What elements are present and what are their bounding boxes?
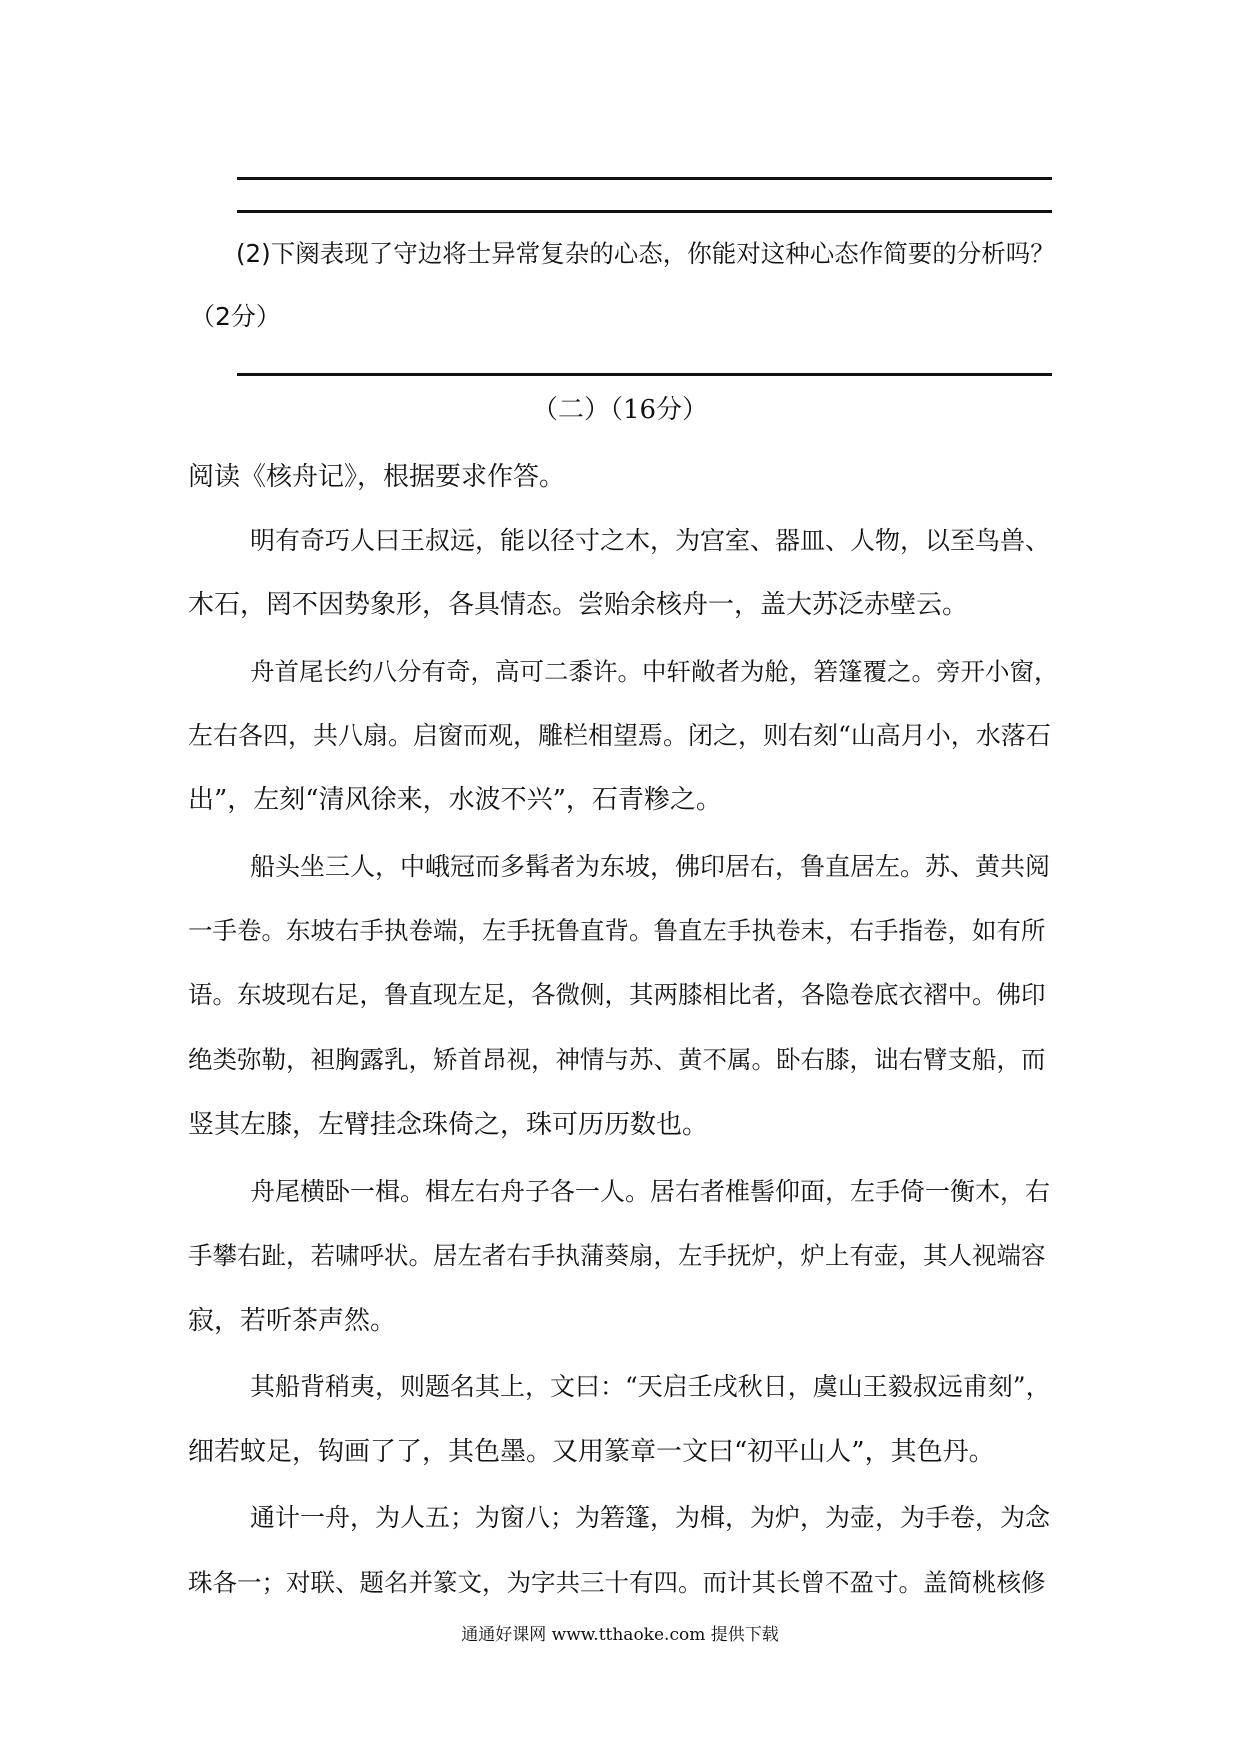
question-score: （2分） <box>190 302 281 331</box>
passage-line: 手攀右趾，若啸呼状。居左者右手执蒲葵扇，左手抚炉，炉上有壶，其人视端容 <box>188 1241 1046 1270</box>
footer-download-note: 通通好课网 www.tthaoke.com 提供下载 <box>461 1625 779 1645</box>
answer-line-1 <box>237 177 1052 180</box>
passage-line: 舟首尾长约八分有奇，高可二黍许。中轩敞者为舱，箬篷覆之。旁开小窗， <box>250 657 1059 686</box>
passage-line: 其船背稍夷，则题名其上，文曰：“天启壬戌秋日，虞山王毅叔远甫刻”， <box>250 1372 1051 1401</box>
passage-line: 舟尾横卧一楫。楫左右舟子各一人。居右者椎髻仰面，左手倚一衡木，右 <box>250 1177 1051 1206</box>
passage-line: 木石，罔不因势象形，各具情态。尝贻余核舟一，盖大苏泛赤壁云。 <box>188 590 969 620</box>
passage-line: 竖其左膝，左臂挂念珠倚之，珠可历历数也。 <box>188 1110 709 1140</box>
question-prompt: (2)下阕表现了守边将士异常复杂的心态，你能对这种心态作简要的分析吗？ <box>236 239 1055 268</box>
passage-line: 语。东坡现右足，鲁直现左足，各微侧，其两膝相比者，各隐卷底衣褶中。佛印 <box>188 980 1046 1009</box>
passage-line: 细若蚊足，钩画了了，其色墨。又用篆章一文曰“初平山人”，其色丹。 <box>188 1437 995 1467</box>
answer-line-3 <box>237 373 1052 376</box>
section-instruction: 阅读《核舟记》，根据要求作答。 <box>188 462 566 492</box>
passage-line: 绝类弥勒，袒胸露乳，矫首昂视，神情与苏、黄不属。卧右膝，诎右臂支船，而 <box>188 1045 1046 1074</box>
passage-line: 明有奇巧人曰王叔远，能以径寸之木，为宫室、器皿、人物，以至鸟兽、 <box>250 526 1051 555</box>
passage-line: 寂，若听茶声然。 <box>188 1306 397 1336</box>
passage-line: 通计一舟，为人五；为窗八；为箬篷，为楫，为炉，为壶，为手卷，为念 <box>250 1503 1051 1532</box>
section-heading: （二）（16分） <box>531 395 709 425</box>
passage-line: 一手卷。东坡右手执卷端，左手抚鲁直背。鲁直左手执卷末，右手指卷，如有所 <box>188 916 1046 945</box>
passage-line: 出”，左刻“清风徐来，水波不兴”，石青糁之。 <box>188 785 722 815</box>
passage-line: 左右各四，共八扇。启窗而观，雕栏相望焉。闭之，则右刻“山高月小，水落石 <box>188 721 1051 750</box>
passage-line: 船头坐三人，中峨冠而多髯者为东坡，佛印居右，鲁直居左。苏、黄共阅 <box>250 852 1051 881</box>
passage-line: 珠各一；对联、题名并篆文，为字共三十有四。而计其长曾不盈寸。盖简桃核修 <box>188 1568 1046 1597</box>
answer-line-2 <box>237 210 1052 213</box>
